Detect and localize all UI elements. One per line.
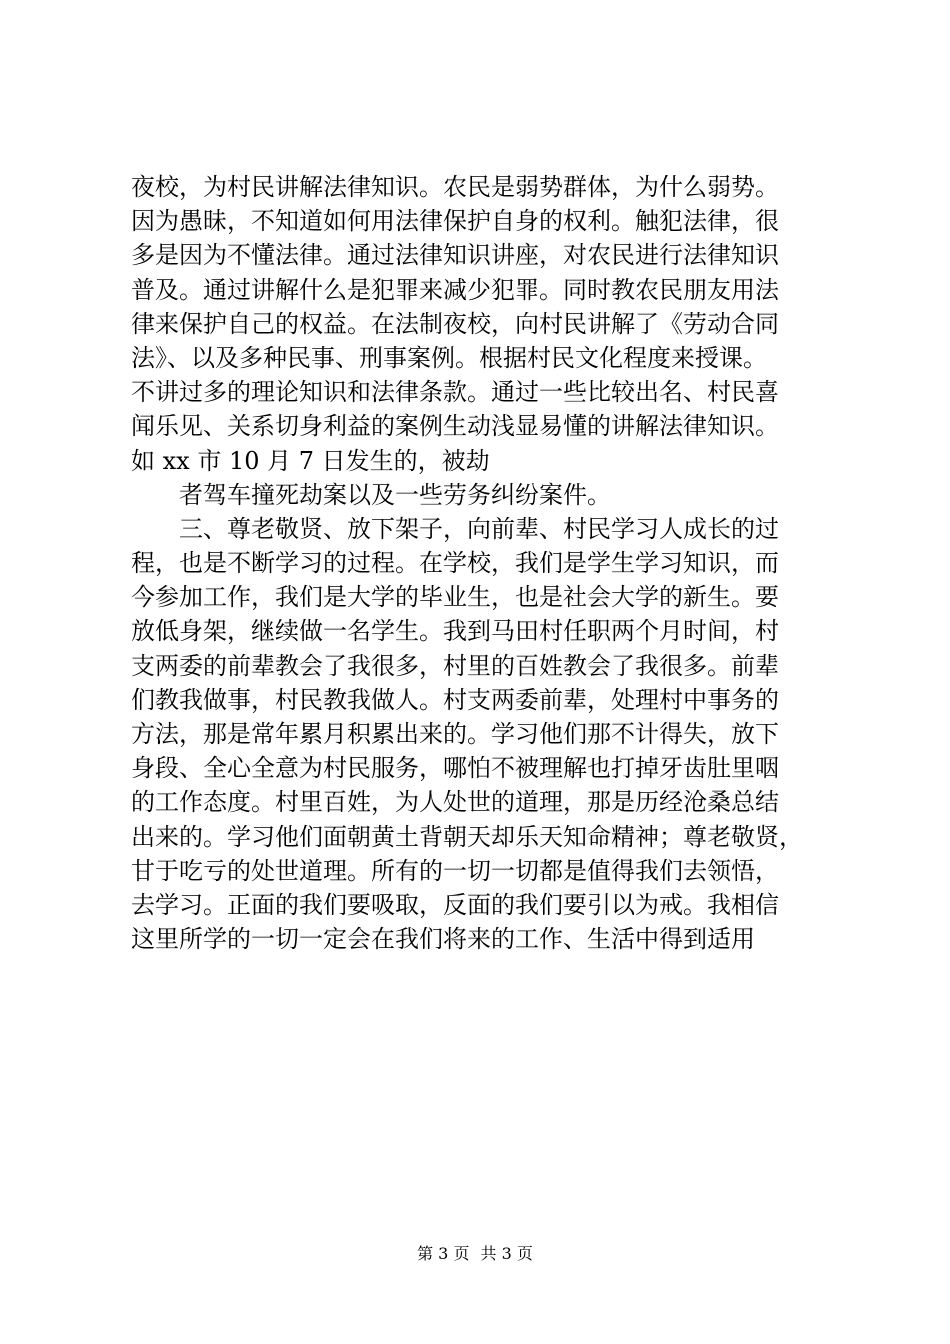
document-body [131,170,831,956]
continuation-line: 者驾车撞死劫案以及一些劳务纠纷案件。 [179,480,611,509]
text-line: 闻乐见、关系切身利益的案例生动浅显易懂的讲解法律知识。 [131,412,779,441]
paragraph-section-three [131,512,831,956]
text-line: 出来的。学习他们面朝黄土背朝天却乐天知命精神；尊老敬贤， [131,822,803,851]
total-pages: 共 3 页 [480,1244,533,1263]
text-line: 甘于吃亏的处世道理。所有的一切一切都是值得我们去领悟， [131,856,779,885]
text-line: 法》、以及多种民事、刑事案例。根据村民文化程度来授课。 [131,343,767,372]
text-line: 身段、全心全意为村民服务，哪怕不被理解也打掉牙齿肚里咽 [131,754,779,783]
page-number: 第 3 页 [417,1244,470,1263]
text-line: 今参加工作，我们是大学的毕业生，也是社会大学的新生。要 [131,583,779,612]
text-line: 的工作态度。村里百姓，为人处世的道理，那是历经沧桑总结 [131,788,779,817]
text-line: 如 xx 市 10 月 7 日发生的，被劫 [131,446,490,475]
text-line: 方法，那是常年累月积累出来的。学习他们那不计得失，放下 [131,720,779,748]
text-line: 多是因为不懂法律。通过法律知识讲座，对农民进行法律知识 [131,241,779,270]
section-heading-line: 三、尊老敬贤、放下架子，向前辈、村民学习人成长的过 [179,514,779,543]
text-line: 不讲过多的理论知识和法律条款。通过一些比较出名、村民喜 [131,378,779,407]
text-line: 因为愚昧，不知道如何用法律保护自身的权利。触犯法律，很 [131,207,779,236]
page-footer [0,1243,950,1265]
text-line: 们教我做事，村民教我做人。村支两委前辈，处理村中事务的 [131,685,779,714]
text-line: 律来保护自己的权益。在法制夜校，向村民讲解了《劳动合同 [131,309,779,338]
text-line: 放低身架，继续做一名学生。我到马田村任职两个月时间，村 [131,617,779,646]
text-line: 夜校，为村民讲解法律知识。农民是弱势群体，为什么弱势。 [131,173,779,201]
text-line: 程，也是不断学习的过程。在学校，我们是学生学习知识，而 [131,549,779,578]
text-line: 去学习。正面的我们要吸取，反面的我们要引以为戒。我相信 [131,890,779,919]
text-line: 支两委的前辈教会了我很多，村里的百姓教会了我很多。前辈 [131,651,779,680]
paragraph-law-school [131,170,831,478]
text-line: 普及。通过讲解什么是犯罪来减少犯罪。同时教农民朋友用法 [131,275,779,304]
text-line: 这里所学的一切一定会在我们将来的工作、生活中得到适用 [131,925,755,954]
